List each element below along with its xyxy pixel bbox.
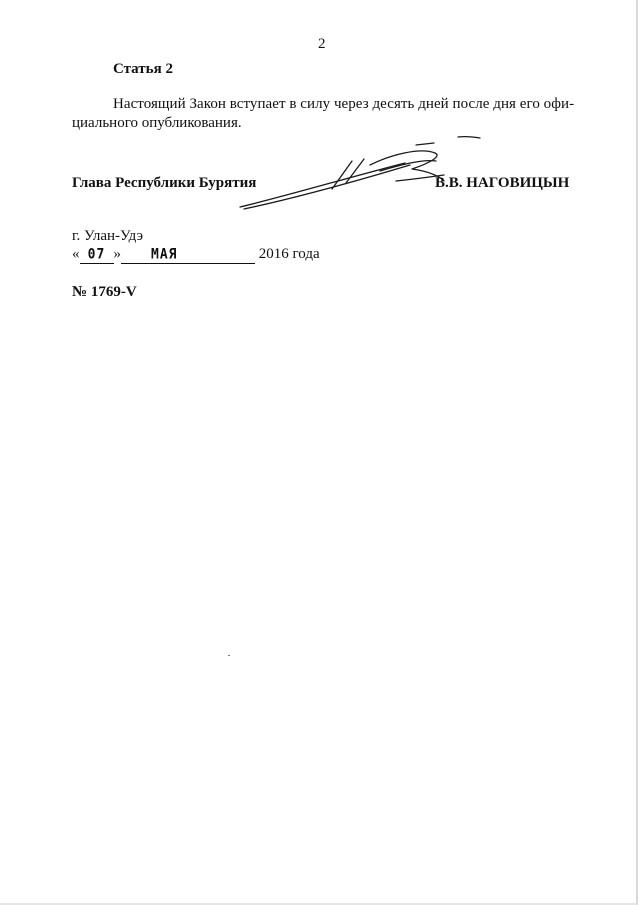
page-number: 2 xyxy=(318,36,326,52)
signing-date xyxy=(72,246,320,266)
date-month: МАЯ xyxy=(151,246,178,263)
date-day: 07 xyxy=(87,246,106,263)
date-month-field xyxy=(121,246,255,264)
date-open-quote: « xyxy=(72,246,80,262)
signatory-title: Глава Республики Бурятия xyxy=(72,175,257,191)
article-text-line-1: Настоящий Закон вступает в силу через десять дней после дня его офи- xyxy=(113,96,575,112)
date-close-quote: » xyxy=(113,246,121,262)
city: г. Улан-Удэ xyxy=(72,228,144,244)
article-title: Статья 2 xyxy=(113,61,173,77)
handwritten-signature xyxy=(230,125,500,215)
date-day-field xyxy=(80,246,114,264)
scan-speck xyxy=(228,655,230,656)
signatory-name: В.В. НАГОВИЦЫН xyxy=(435,175,570,191)
document-number: № 1769-V xyxy=(72,284,137,300)
article-text-line-2: циального опубликования. xyxy=(72,115,242,131)
date-year: 2016 года xyxy=(258,246,320,262)
